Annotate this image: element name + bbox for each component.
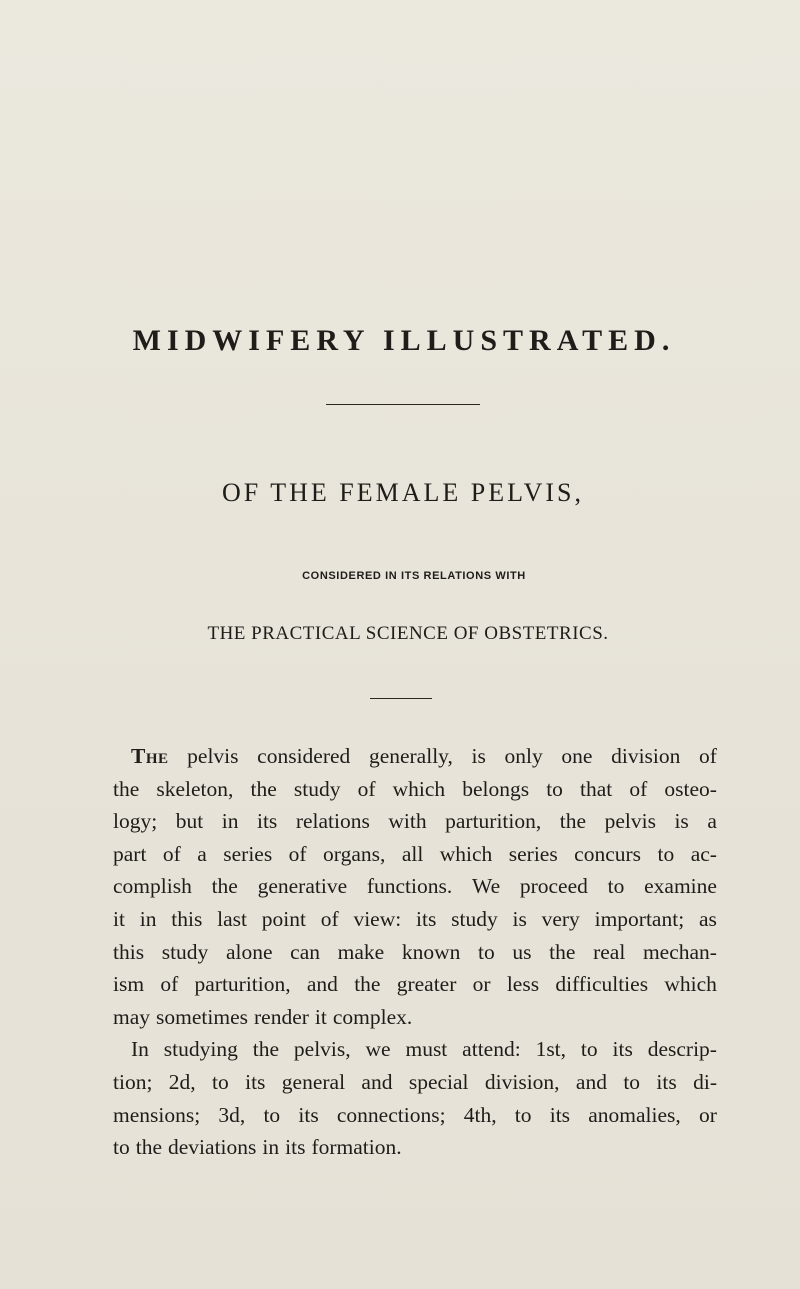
word: all	[401, 841, 424, 866]
word: its	[298, 1102, 319, 1127]
word: its	[285, 1135, 306, 1160]
word: us	[512, 939, 532, 964]
word: considered	[257, 744, 351, 768]
word: make	[337, 939, 385, 964]
word: one	[561, 744, 593, 768]
word: parturition,	[445, 809, 542, 834]
word: in	[221, 809, 239, 834]
word: only	[504, 744, 543, 768]
word: less	[506, 972, 540, 997]
word: its	[656, 1069, 677, 1094]
word: of	[162, 841, 181, 866]
word: series	[508, 841, 558, 866]
word: to	[478, 939, 495, 964]
word: to	[607, 874, 625, 899]
word: connections;	[336, 1102, 446, 1127]
word: study	[161, 939, 209, 964]
word: the	[135, 1135, 163, 1160]
word: and	[306, 972, 338, 997]
word: ism	[113, 972, 145, 997]
word: pelvis,	[293, 1037, 351, 1062]
word: concurs	[574, 841, 642, 866]
word: part	[113, 841, 147, 866]
word: logy;	[113, 809, 158, 834]
word: known	[401, 939, 461, 964]
word: tion;	[113, 1069, 153, 1094]
word: to	[623, 1069, 641, 1094]
word: of	[160, 972, 179, 997]
word: di-	[693, 1069, 717, 1094]
word: relations	[295, 809, 370, 834]
subheading: THE PRACTICAL SCIENCE OF OBSTETRICS.	[207, 623, 609, 644]
word: attend:	[462, 1037, 521, 1062]
word: division,	[484, 1069, 560, 1094]
word: its	[245, 1069, 266, 1094]
word: can	[290, 939, 320, 964]
word: the	[211, 874, 238, 899]
word: belongs	[462, 776, 530, 801]
section-divider	[370, 698, 432, 699]
word: complex.	[332, 1004, 413, 1029]
word: its	[256, 809, 278, 834]
word: of	[288, 841, 307, 866]
word: studying	[163, 1037, 238, 1062]
word: proceed	[519, 874, 588, 899]
paragraph-1-line	[113, 805, 717, 838]
word: skeleton,	[156, 776, 234, 801]
word: we	[365, 1037, 391, 1062]
word: in	[262, 1135, 280, 1160]
paragraph-1-line	[113, 740, 717, 773]
word: examine	[644, 874, 717, 899]
word: in	[139, 906, 157, 931]
word: 1st,	[535, 1037, 567, 1062]
paragraph-1-line	[113, 838, 717, 871]
word: of	[629, 776, 648, 801]
paragraph-1-line	[113, 773, 717, 806]
word: it	[314, 1004, 327, 1029]
word: difficulties	[555, 972, 649, 997]
word: of	[357, 776, 376, 801]
word: very	[541, 906, 580, 931]
word: organs,	[323, 841, 386, 866]
word: deviations	[168, 1135, 257, 1160]
word: but	[175, 809, 204, 834]
section-title: OF THE FEMALE PELVIS,	[221, 478, 585, 507]
word: it	[113, 906, 125, 931]
word: a	[197, 841, 207, 866]
word: to	[514, 1102, 532, 1127]
paragraph-lead-word: The	[131, 744, 169, 768]
word: is	[471, 744, 486, 768]
word: point	[261, 906, 306, 931]
word: pelvis	[187, 744, 239, 768]
paragraph-1-line	[113, 870, 717, 903]
word: complish	[113, 874, 192, 899]
word: or	[698, 1102, 717, 1127]
word: which	[439, 841, 493, 866]
word: 3d,	[218, 1102, 246, 1127]
word: of	[699, 744, 717, 768]
word: its	[549, 1102, 571, 1127]
word: division	[611, 744, 681, 768]
word: the	[354, 972, 381, 997]
word: its	[612, 1037, 633, 1062]
title-divider	[326, 404, 480, 405]
word: formation.	[311, 1135, 402, 1160]
word: a	[707, 809, 717, 834]
word: study	[293, 776, 341, 801]
paragraph-2-line	[113, 1033, 717, 1066]
word: as	[698, 906, 717, 931]
paragraph-2-line	[113, 1131, 717, 1164]
word: which	[392, 776, 446, 801]
word: which	[664, 972, 717, 997]
word: functions.	[366, 874, 453, 899]
word: the	[559, 809, 587, 834]
word: its	[416, 906, 437, 931]
word: 2d,	[168, 1069, 196, 1094]
word: mechan-	[642, 939, 717, 964]
word: render	[254, 1004, 309, 1029]
word: is	[512, 906, 527, 931]
word: last	[217, 906, 247, 931]
word: important;	[594, 906, 685, 931]
word: 4th,	[463, 1102, 497, 1127]
word: may	[113, 1004, 151, 1029]
word: parturition,	[194, 972, 291, 997]
paragraph-1-line	[113, 903, 717, 936]
word: osteo-	[664, 776, 717, 801]
word: In	[131, 1037, 149, 1062]
word: the	[252, 1037, 280, 1062]
word: greater	[396, 972, 457, 997]
word: alone	[225, 939, 273, 964]
word: view:	[353, 906, 402, 931]
word: series	[223, 841, 273, 866]
word: to	[263, 1102, 281, 1127]
word: to	[657, 841, 675, 866]
word: or	[472, 972, 491, 997]
word: this	[113, 939, 145, 964]
word: generative	[257, 874, 348, 899]
word: generally,	[368, 744, 453, 768]
body-text	[113, 740, 717, 1164]
word: study	[451, 906, 498, 931]
word: ac-	[690, 841, 717, 866]
word: special	[408, 1069, 469, 1094]
paragraph-1-line	[113, 936, 717, 969]
paragraph-1-line	[113, 1001, 717, 1034]
paragraph-2-line	[113, 1099, 717, 1132]
subtitle: CONSIDERED IN ITS RELATIONS WITH	[302, 570, 526, 582]
word: with	[388, 809, 427, 834]
word: mensions;	[113, 1102, 201, 1127]
paragraph-2-line	[113, 1066, 717, 1099]
word: general	[281, 1069, 346, 1094]
word: anomalies,	[588, 1102, 681, 1127]
word: the	[549, 939, 576, 964]
word: this	[171, 906, 203, 931]
word: the	[113, 776, 140, 801]
word: to	[546, 776, 563, 801]
word: sometimes	[156, 1004, 248, 1029]
word: of	[320, 906, 339, 931]
word: pelvis	[604, 809, 656, 834]
paragraph-1-line	[113, 968, 717, 1001]
word: to	[580, 1037, 598, 1062]
word: We	[472, 874, 501, 899]
word: that	[580, 776, 613, 801]
word: and	[575, 1069, 607, 1094]
word: real	[593, 939, 626, 964]
word: is	[674, 809, 689, 834]
word: and	[361, 1069, 393, 1094]
word: to	[113, 1135, 130, 1160]
word: must	[405, 1037, 448, 1062]
main-title: MIDWIFERY ILLUSTRATED.	[132, 324, 676, 357]
word: descrip-	[647, 1037, 717, 1062]
word: to	[212, 1069, 229, 1094]
word: the	[250, 776, 277, 801]
